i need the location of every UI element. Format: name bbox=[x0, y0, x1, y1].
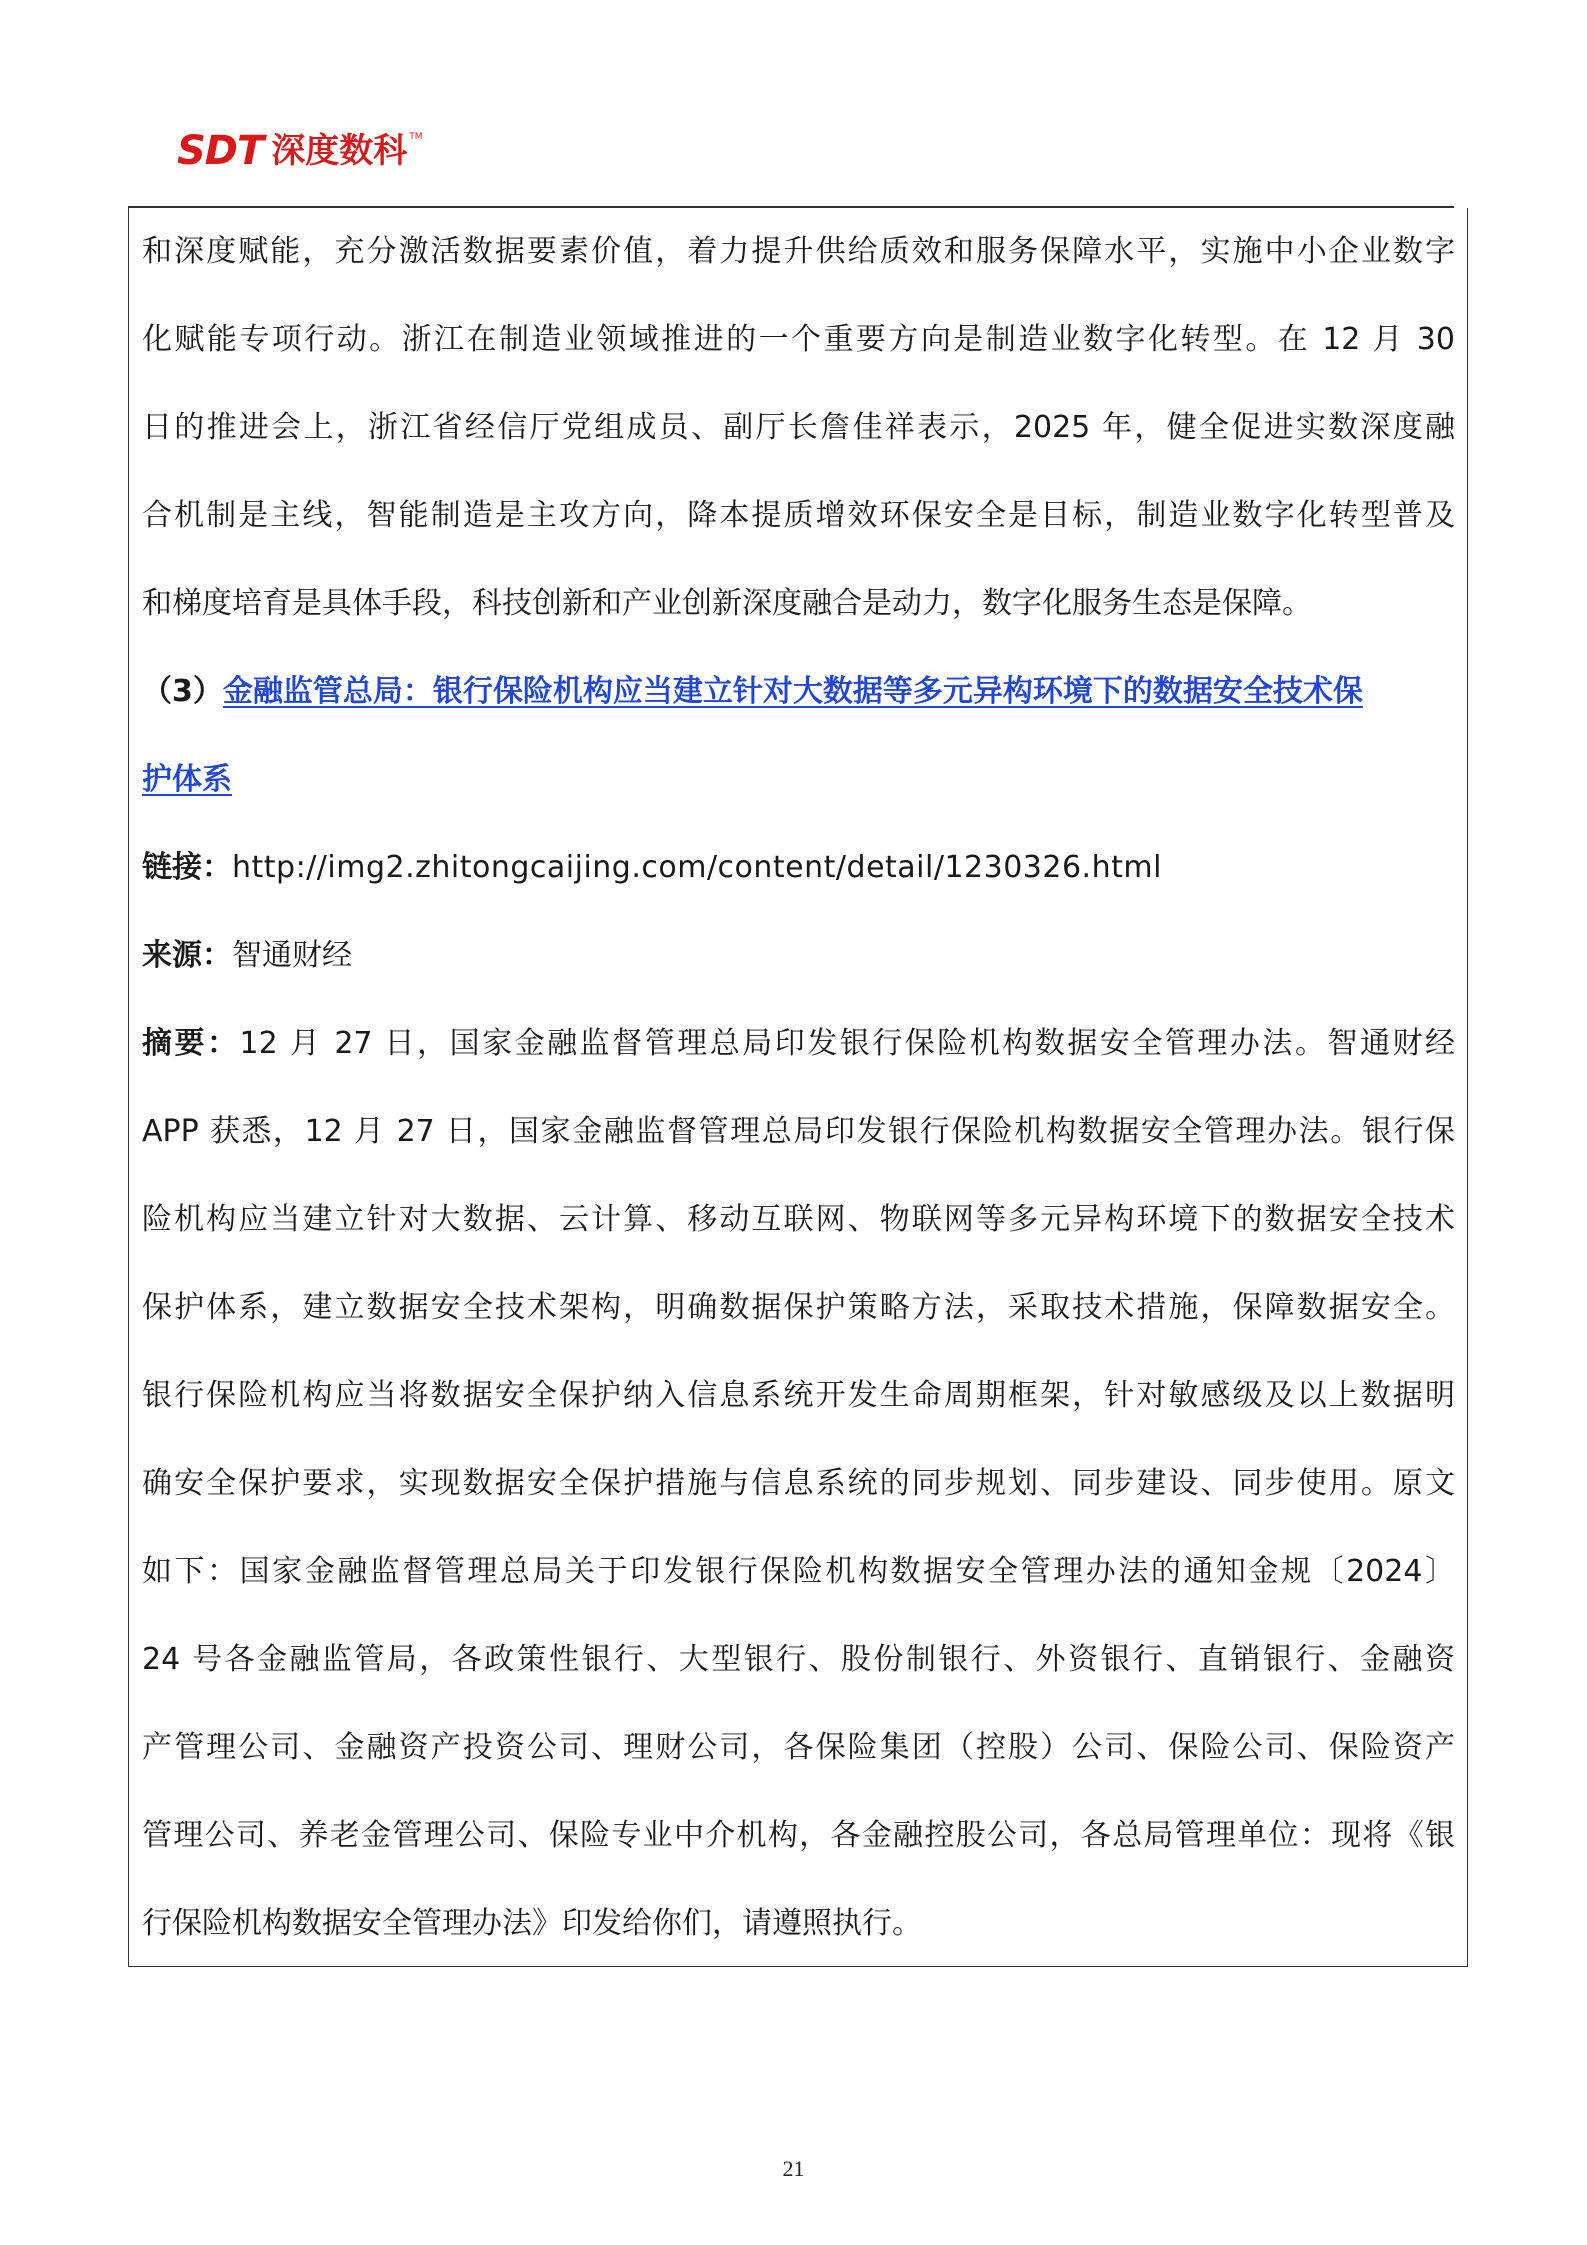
summary-line: APP 获悉，12 月 27 日，国家金融监督管理总局印发银行保险机构数据安全管理办法。银行保 bbox=[142, 1114, 1455, 1149]
paragraph-line: 和深度赋能，充分激活数据要素价值，着力提升供给质效和服务保障水平，实施中小企业数字 bbox=[142, 234, 1455, 269]
paragraph-line: 和梯度培育是具体手段，科技创新和产业创新深度融合是动力，数字化服务生态是保障。 bbox=[142, 586, 1312, 621]
paragraph-line: 日的推进会上，浙江省经信厅党组成员、副厅长詹佳祥表示，2025 年，健全促进实数深度融 bbox=[142, 410, 1455, 445]
summary-line: 险机构应当建立针对大数据、云计算、移动互联网、物联网等多元异构环境下的数据安全技术 bbox=[142, 1202, 1455, 1237]
paragraph-line: 化赋能专项行动。浙江在制造业领域推进的一个重要方向是制造业数字化转型。在 12 月 30 bbox=[142, 322, 1455, 357]
summary-line: 行保险机构数据安全管理办法》印发给你们，请遵照执行。 bbox=[142, 1906, 922, 1941]
logo-company-name: 深度数科 bbox=[271, 131, 408, 171]
link-label: 链接： bbox=[142, 850, 232, 885]
source-value: 智通财经 bbox=[232, 938, 352, 973]
summary-line: 银行保险机构应当将数据安全保护纳入信息系统开发生命周期框架，针对敏感级及以上数据明 bbox=[142, 1378, 1455, 1413]
company-logo bbox=[177, 128, 423, 174]
summary-line: 如下：国家金融监督管理总局关于印发银行保险机构数据安全管理办法的通知金规〔2024〕 bbox=[142, 1554, 1455, 1589]
section-title-link[interactable]: 金融监管总局：银行保险机构应当建立针对大数据等多元异构环境下的数据安全技术保 bbox=[222, 674, 1363, 709]
summary-line: 确安全保护要求，实现数据安全保护措施与信息系统的同步规划、同步建设、同步使用。原文 bbox=[142, 1466, 1455, 1501]
section-heading-continued bbox=[142, 758, 1455, 802]
logo-trademark: TM bbox=[409, 132, 423, 142]
section-heading bbox=[142, 670, 1455, 714]
source-label: 来源： bbox=[142, 938, 232, 973]
summary-line: 产管理公司、金融资产投资公司、理财公司，各保险集团（控股）公司、保险公司、保险资产 bbox=[142, 1730, 1455, 1765]
logo-mark: SDT bbox=[177, 128, 264, 174]
source-row bbox=[142, 934, 1455, 978]
summary-row bbox=[142, 1022, 1455, 1066]
content-box bbox=[128, 208, 1468, 1967]
summary-line: 保护体系，建立数据安全技术架构，明确数据保护策略方法，采取技术措施，保障数据安全。 bbox=[142, 1290, 1455, 1325]
section-title-link-continued[interactable]: 护体系 bbox=[142, 762, 232, 797]
summary-line: 24 号各金融监管局，各政策性银行、大型银行、股份制银行、外资银行、直销银行、金融资 bbox=[142, 1642, 1455, 1677]
link-url[interactable]: http://img2.zhitongcaijing.com/content/detail/1230326.html bbox=[232, 850, 1162, 885]
section-number: （3） bbox=[142, 674, 223, 709]
summary-label: 摘要： bbox=[142, 1026, 240, 1061]
link-row bbox=[142, 846, 1455, 890]
page-number: 21 bbox=[782, 2156, 805, 2181]
summary-text: 12 月 27 日，国家金融监督管理总局印发银行保险机构数据安全管理办法。智通财经 bbox=[239, 1026, 1455, 1061]
paragraph-line: 合机制是主线，智能制造是主攻方向，降本提质增效环保安全是目标，制造业数字化转型普及 bbox=[142, 498, 1455, 533]
summary-line: 管理公司、养老金管理公司、保险专业中介机构，各金融控股公司，各总局管理单位：现将《银 bbox=[142, 1818, 1455, 1853]
